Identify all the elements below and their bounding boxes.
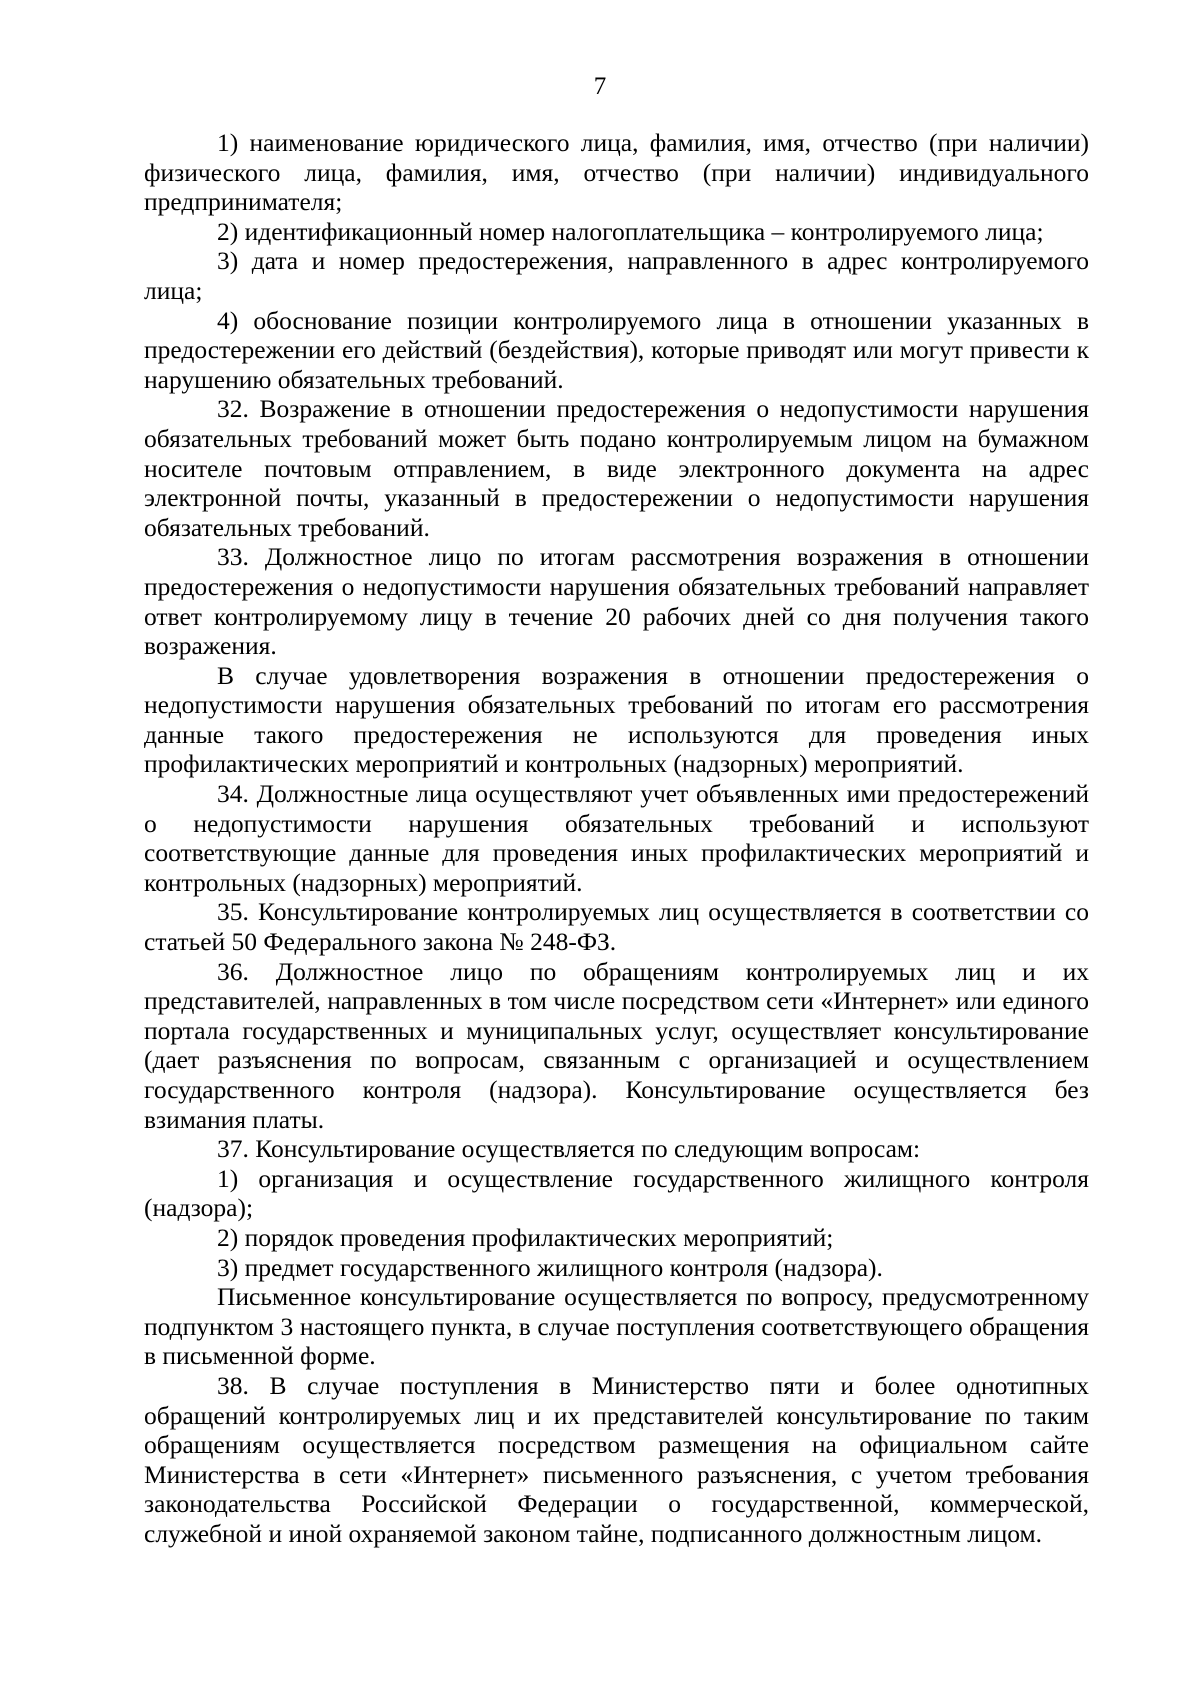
paragraph-item-4-justification: 4) обоснование позиции контролируемого лица в отношении указанных в предостережении его действий (бездействия), которые приводят или могут привести к нарушению обязательных требований. [144,305,1089,394]
paragraph-clause-33: 33. Должностное лицо по итогам рассмотрения возражения в отношении предостережения о недопустимости нарушения обязательных требований направляет ответ контролируемому лицу в течение 20 рабочих дней со дня получения такого возражения. [144,542,1089,661]
paragraph-clause-38: 38. В случае поступления в Министерство пяти и более однотипных обращений контролируемых лиц и их представителей консультирование по таким обращениям осуществляется посредством размещения на официальном сайте Министерства в сети «Интернет» письменного разъяснения, с учетом требования законодательства Российской Федерации о государственной, коммерческой, служебной и иной охраняемой законом тайне, подписанного должностным лицом. [144,1370,1089,1548]
paragraph-item-1-name: 1) наименование юридического лица, фамилия, имя, отчество (при наличии) физического лица, фамилия, имя, отчество (при наличии) индивидуального предпринимателя; [144,128,1089,217]
paragraph-clause-36: 36. Должностное лицо по обращениям контролируемых лиц и их представителей, направленных в том числе посредством сети «Интернет» или единого портала государственных и муниципальных услуг, осуществляет консультирование (дает разъяснения по вопросам, связанным с организацией и осуществлением государственного контроля (надзора). Консультирование осуществляется без взимания платы. [144,956,1089,1134]
paragraph-clause-37-item-2: 2) порядок проведения профилактических мероприятий; [217,1222,834,1252]
paragraph-clause-33-continuation: В случае удовлетворения возражения в отношении предостережения о недопустимости нарушения обязательных требований по итогам его рассмотрения данные такого предостережения не используются для проведения иных профилактических мероприятий и контрольных (надзорных) мероприятий. [144,660,1089,779]
paragraph-clause-37-item-1: 1) организация и осуществление государственного жилищного контроля (надзора); [144,1163,1089,1223]
paragraph-clause-37-item-3: 3) предмет государственного жилищного контроля (надзора). [217,1252,883,1282]
paragraph-item-2-inn: 2) идентификационный номер налогоплательщика – контролируемого лица; [217,216,1044,246]
document-body [144,128,1089,1549]
paragraph-written-consultation: Письменное консультирование осуществляется по вопросу, предусмотренному подпунктом 3 настоящего пункта, в случае поступления соответствующего обращения в письменной форме. [144,1282,1089,1371]
paragraph-clause-32: 32. Возражение в отношении предостережения о недопустимости нарушения обязательных требований может быть подано контролируемым лицом на бумажном носителе почтовым отправлением, в виде электронного документа на адрес электронной почты, указанный в предостережении о недопустимости нарушения обязательных требований. [144,394,1089,542]
page-number: 7 [593,73,607,100]
paragraph-clause-35: 35. Консультирование контролируемых лиц осуществляется в соответствии со статьей 50 Федерального закона № 248-ФЗ. [144,897,1089,957]
paragraph-clause-34: 34. Должностные лица осуществляют учет объявленных ими предостережений о недопустимости нарушения обязательных требований и используют соответствующие данные для проведения иных профилактических мероприятий и контрольных (надзорных) мероприятий. [144,779,1089,897]
paragraph-clause-37: 37. Консультирование осуществляется по следующим вопросам: [217,1134,921,1164]
paragraph-item-3-warning-date: 3) дата и номер предостережения, направленного в адрес контролируемого лица; [144,246,1089,305]
